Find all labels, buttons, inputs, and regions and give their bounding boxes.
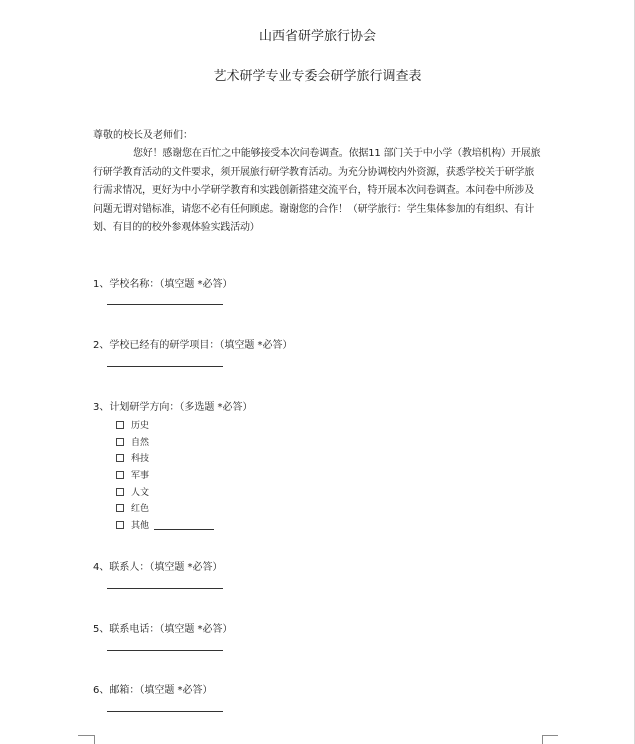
checkbox-icon[interactable] — [116, 521, 124, 529]
question-2-answer-line[interactable] — [107, 366, 223, 367]
option-label: 人文 — [131, 488, 150, 498]
question-3-label: 3、计划研学方向：（多选题 *必答） — [93, 402, 253, 413]
option-nature[interactable] — [116, 435, 149, 448]
option-label: 科技 — [131, 454, 150, 464]
option-humanities[interactable] — [116, 485, 149, 498]
question-5-answer-line[interactable] — [107, 650, 223, 651]
question-4-label: 4、联系人：（填空题 *必答） — [93, 562, 223, 573]
question-1-label: 1、学校名称：（填空题 *必答） — [93, 279, 233, 290]
document-subtitle: 艺术研学专业专委会研学旅行调查表 — [213, 69, 422, 84]
question-6-answer-line[interactable] — [107, 711, 223, 712]
intro-paragraph: 您好！感谢您在百忙之中能够接受本次问卷调查。依据11 部门关于中小学（教培机构）开展旅行研学教育活动的文件要求，须开展旅行研学教育活动。为充分协调校内外资源，获悉学校关于研学旅行需求情况，更好为中小学研学教育和实践创新搭建交流平台，特开展本次问卷调查。本问卷中所涉及问题无谓对错标准，请您不必有任何顾虑。谢谢您的合作！（研学旅行：学生集体参加的有组织、有计划、有目的的校外参观体验实践活动） — [93, 148, 541, 233]
option-military[interactable] — [116, 468, 149, 481]
crop-mark-right-h — [542, 735, 558, 736]
option-label: 自然 — [131, 438, 150, 448]
question-5-label: 5、联系电话：（填空题 *必答） — [93, 624, 233, 635]
crop-mark-left-h — [78, 735, 94, 736]
option-history[interactable] — [116, 418, 149, 431]
option-label: 军事 — [131, 471, 150, 481]
option-label: 历史 — [131, 421, 150, 431]
option-other[interactable] — [116, 518, 214, 531]
crop-mark-left-v — [94, 735, 95, 744]
checkbox-icon[interactable] — [116, 504, 124, 512]
option-label: 其他 — [131, 521, 150, 531]
question-2-label: 2、学校已经有的研学项目：（填空题 *必答） — [93, 340, 293, 351]
question-4-answer-line[interactable] — [107, 588, 223, 589]
question-1-answer-line[interactable] — [107, 304, 223, 305]
checkbox-icon[interactable] — [116, 471, 124, 479]
other-answer-line[interactable] — [154, 529, 214, 530]
question-6-label: 6、邮箱：（填空题 *必答） — [93, 685, 213, 696]
option-red[interactable] — [116, 501, 149, 514]
checkbox-icon[interactable] — [116, 421, 124, 429]
checkbox-icon[interactable] — [116, 488, 124, 496]
option-label: 红色 — [131, 504, 150, 514]
checkbox-icon[interactable] — [116, 438, 124, 446]
greeting: 尊敬的校长及老师们： — [93, 130, 193, 141]
option-science[interactable] — [116, 451, 149, 464]
crop-mark-right-v — [542, 735, 543, 744]
document-title: 山西省研学旅行协会 — [258, 29, 376, 44]
checkbox-icon[interactable] — [116, 454, 124, 462]
